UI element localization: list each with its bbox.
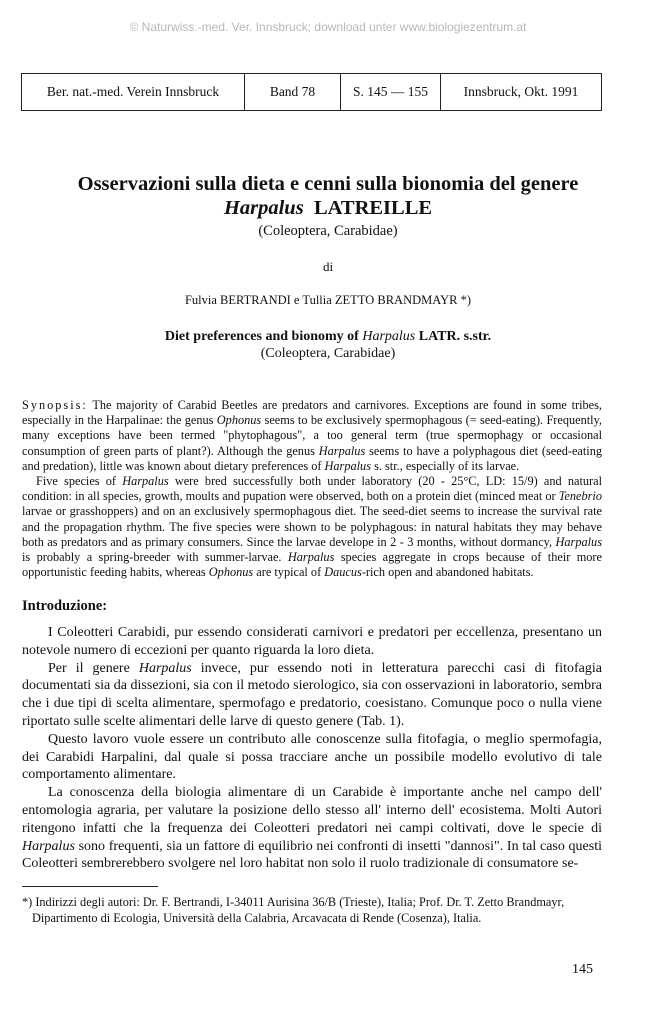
section-heading: Introduzione: bbox=[22, 598, 108, 614]
page-title bbox=[0, 172, 656, 220]
abstract-text: s. str., especially of its larvae. bbox=[371, 458, 520, 473]
abstract-text: is probably a spring-breeder with summer-larvae. bbox=[22, 550, 288, 565]
body-text bbox=[22, 624, 602, 873]
title-taxon: (Coleoptera, Carabidae) bbox=[258, 223, 398, 239]
abstract-text: The majority of Carabid Beetles are predators and carnivores. Exceptions are found in some tribes, especially in the Harpalinae: the genus bbox=[22, 398, 602, 428]
abstract-text: were bred successfully both under laboratory (20 - 25°C, LD: 15/9) and natural condition: in all species, growth, moults and pupation were observed, both on a protein diet (minced meat or bbox=[22, 474, 602, 504]
english-title bbox=[0, 329, 656, 345]
title-author-name: LATREILLE bbox=[313, 197, 433, 219]
english-title-part2: LATR. s.str. bbox=[418, 329, 492, 344]
header-volume: Band 78 bbox=[245, 74, 341, 110]
body-text-run: Per il genere bbox=[48, 660, 139, 676]
abstract-genus: Harpalus bbox=[122, 474, 169, 489]
body-text-run: sono frequenti, sia un fattore di equilibrio nei confronti di insetti "dannosi". In tal caso questi Coleotteri sembrerebbero svolgere nel loro habitat non solo il ruolo tradizionale di consumatore se- bbox=[22, 838, 602, 872]
abstract-paragraph-1 bbox=[22, 398, 602, 474]
body-text-run: invece, pur essendo noti in letteratura parecchi casi di fitofagia documentati sia da dissezioni, sia con il metodo sierologico, sia con osservazioni in laboratorio, sembra che i due tipi di scelta alimentare, spermofago e predatorio, coesistano. Comunque poco o nulla viene riportato sulle scelte alimentari delle larve di questo genere (Tab. 1). bbox=[22, 660, 602, 729]
english-title-taxon: (Coleoptera, Carabidae) bbox=[260, 346, 396, 361]
title-genus: Harpalus bbox=[223, 197, 304, 219]
by-word: di bbox=[322, 259, 334, 274]
header-journal: Ber. nat.-med. Verein Innsbruck bbox=[22, 74, 245, 110]
abstract-paragraph-2 bbox=[22, 474, 602, 580]
abstract bbox=[22, 398, 602, 580]
abstract-genus: Ophonus bbox=[216, 413, 262, 428]
abstract-text: larvae or grasshoppers) and on an exclusively spermophagous diet. The seed-diet seems to increase the survival rate and the propagation rhythm. The five species were shown to be polyphagous: in natural habitats they may behave both as predators and as primary consumers. Since the larvae develope in 2 - 3 months, without dormancy, bbox=[22, 504, 602, 549]
abstract-genus: Ophonus bbox=[208, 565, 254, 580]
abstract-text: seems to have a polyphagous diet (seed-eating and predation), little was known about dietary preferences of bbox=[22, 443, 602, 473]
body-text-run: La conoscenza della biologia alimentare di un Carabide è importante anche nel campo dell' entomologia agraria, per valutare la posizione dello stesso all' interno dell' ecosistema. Molti Autori ritengono infatti che la frequenza dei Coleotteri predatori nei campi coltivati, dove le specie di bbox=[22, 785, 602, 836]
body-paragraph-4 bbox=[22, 784, 602, 873]
abstract-text: species aggregate in crops because of their more opportunistic feeding habits, whereas bbox=[22, 550, 602, 580]
abstract-text: are typical of bbox=[253, 565, 325, 580]
abstract-genus: Harpalus bbox=[318, 443, 366, 458]
title-line-2 bbox=[0, 196, 656, 220]
title-line-1: Osservazioni sulla dieta e cenni sulla bionomia del genere bbox=[77, 173, 579, 195]
abstract-text: -rich open and abandoned habitats. bbox=[361, 565, 534, 580]
journal-header bbox=[21, 73, 602, 111]
english-title-genus: Harpalus bbox=[362, 329, 416, 344]
abstract-genus: Daucus bbox=[324, 565, 362, 580]
body-paragraph-1: I Coleotteri Carabidi, pur essendo considerati carnivori e predatori per eccellenza, presentano un notevole numero di eccezioni per quanto riguarda la loro dieta. bbox=[22, 625, 602, 658]
abstract-genus: Harpalus bbox=[287, 550, 335, 565]
header-pages: S. 145 — 155 bbox=[341, 74, 441, 110]
body-genus: Harpalus bbox=[138, 660, 192, 676]
english-title-part1: Diet preferences and bionomy of bbox=[164, 329, 359, 344]
footnote-line-1: *) Indirizzi degli autori: Dr. F. Bertrandi, I-34011 Aurisina 36/B (Trieste), Italia; Prof. Dr. T. Zetto Brandmayr, bbox=[22, 895, 565, 909]
authors: Fulvia BERTRANDI e Tullia ZETTO BRANDMAYR *) bbox=[184, 293, 472, 307]
body-paragraph-2 bbox=[22, 660, 602, 731]
watermark: © Naturwiss.-med. Ver. Innsbruck; download unter www.biologiezentrum.at bbox=[129, 20, 527, 34]
abstract-label: Synopsis: bbox=[22, 398, 88, 412]
footnote bbox=[22, 895, 602, 926]
abstract-genus: Tenebrio bbox=[558, 489, 602, 504]
page-number: 145 bbox=[572, 962, 593, 977]
footnote-line-2: Dipartimento di Ecologia, Università della Calabria, Arcavacata di Rende (Cosenza), Italia. bbox=[32, 910, 482, 925]
abstract-text: Five species of bbox=[36, 474, 123, 489]
abstract-genus: Harpalus bbox=[555, 534, 602, 549]
abstract-text: seems to be exclusively spermophagous (= seed-eating). Frequently, many exceptions have been termed "phytophagous", a too general term (true spermophagy or occasional consumption of green parts of plant?). Although the genus bbox=[22, 413, 603, 458]
abstract-genus: Harpalus bbox=[324, 458, 371, 473]
body-paragraph-3: Questo lavoro vuole essere un contributo alle conoscenze sulla fitofagia, o meglio spermofagia, dei Carabidi Harpalini, dal quale si possa tracciare anche un possibile modello evolutivo di tale comportamento alimentare. bbox=[22, 731, 602, 783]
footnote-rule bbox=[22, 886, 158, 887]
header-place-date: Innsbruck, Okt. 1991 bbox=[463, 84, 579, 99]
body-genus: Harpalus bbox=[22, 838, 75, 854]
